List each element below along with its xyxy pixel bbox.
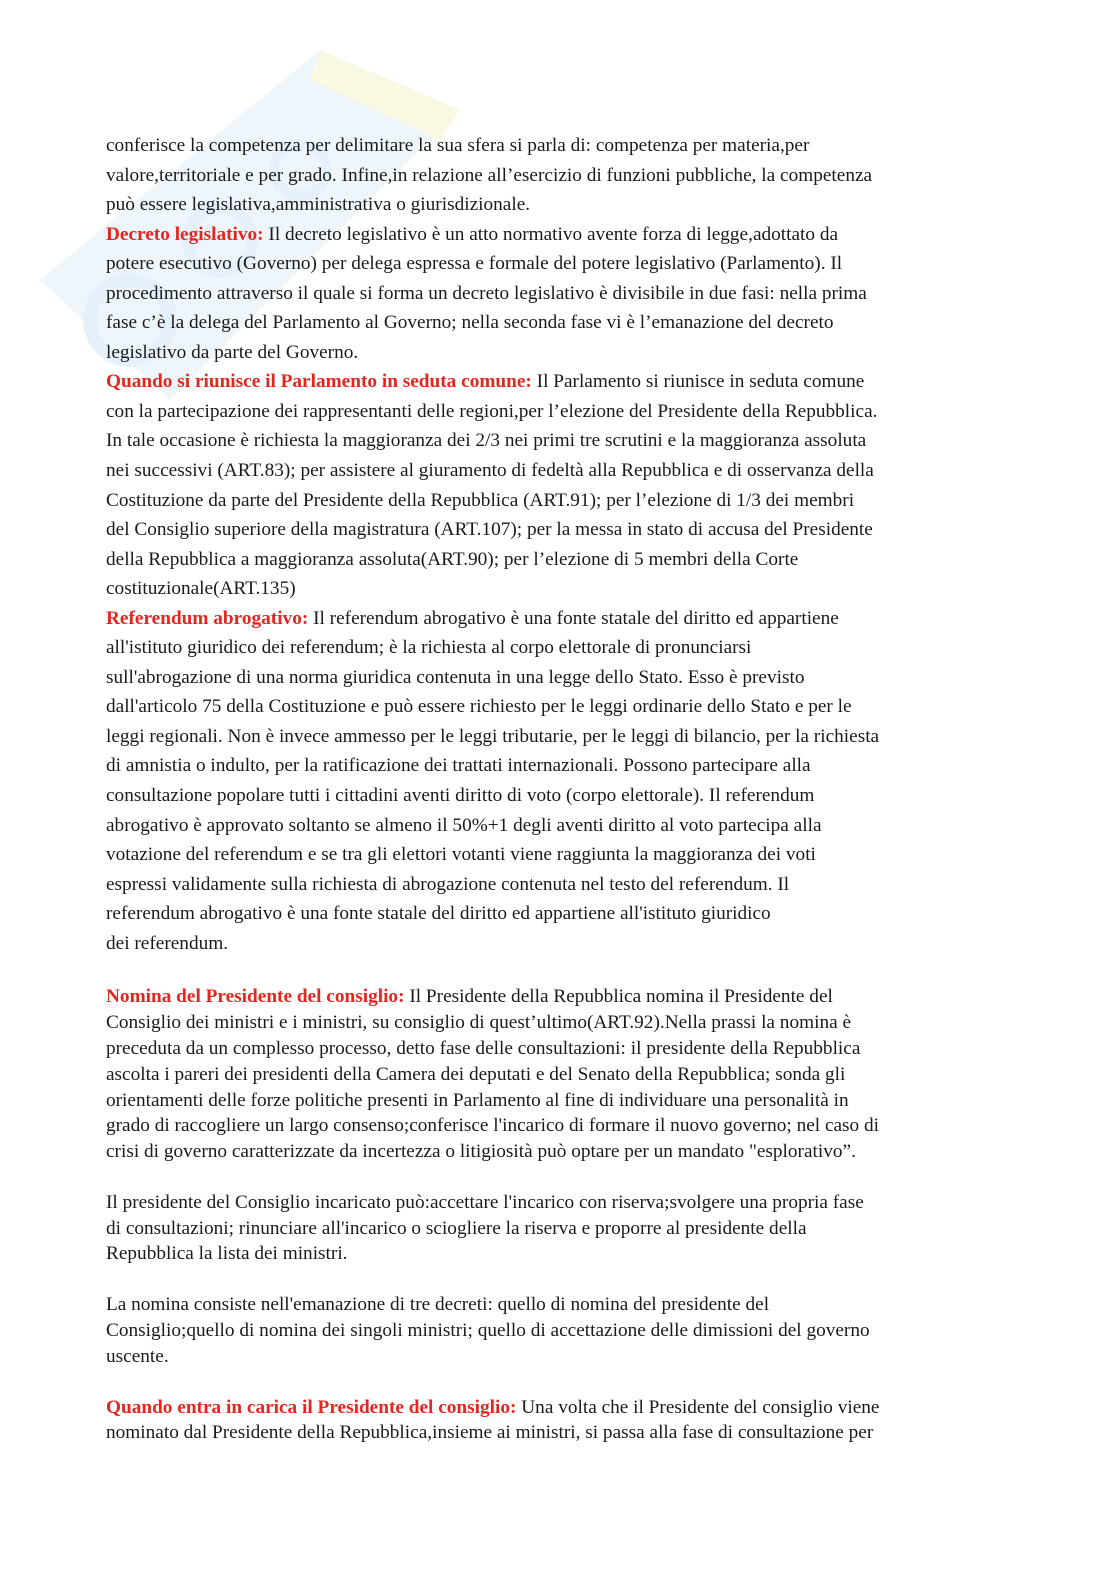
line: Consiglio;quello di nomina dei singoli ministri; quello di accettazione delle dimissioni del governo — [106, 1320, 870, 1342]
line: costituzionale(ART.135) — [106, 578, 296, 600]
line: della Repubblica a maggioranza assoluta(ART.90); per l’elezione di 5 membri della Corte — [106, 548, 799, 570]
line: fase c’è la delega del Parlamento al Governo; nella seconda fase vi è l’emanazione del decreto — [106, 312, 834, 334]
line: all'istituto giuridico dei referendum; è la richiesta al corpo elettorale di pronunciarsi — [106, 637, 752, 659]
paragraph-entrata-in-carica — [106, 1395, 1011, 1447]
paragraph-presidente-incaricato — [106, 1190, 1011, 1267]
paragraph-decreti-nomina — [106, 1292, 1011, 1369]
line: procedimento attraverso il quale si forma un decreto legislativo è divisibile in due fasi: nella prima — [106, 282, 867, 304]
line: con la partecipazione dei rappresentanti delle regioni,per l’elezione del Presidente della Repubblica. — [106, 400, 878, 422]
line: grado di raccogliere un largo consenso;conferisce l'incarico di formare il nuovo governo; nel caso di — [106, 1115, 880, 1137]
line: dei referendum. — [106, 932, 229, 954]
text-block-bottom — [106, 984, 1011, 1446]
paragraph-competenza — [106, 131, 1011, 220]
line: ascolta i pareri dei presidenti della Camera dei deputati e del Senato della Repubblica; sonda gli — [106, 1063, 846, 1085]
line: In tale occasione è richiesta la maggioranza dei 2/3 nei primi tre scrutini e la maggioranza assoluta — [106, 430, 867, 452]
line: Il presidente del Consiglio incaricato può:accettare l'incarico con riserva;svolgere una propria fase — [106, 1191, 864, 1213]
line: votazione del referendum e se tra gli elettori votanti viene raggiunta la maggioranza dei voti — [106, 844, 816, 866]
paragraph-referendum — [106, 604, 1011, 959]
line: legislativo da parte del Governo. — [106, 341, 359, 363]
paragraph-seduta-comune — [106, 367, 1011, 603]
line: Il Parlamento si riunisce in seduta comune — [531, 371, 865, 393]
paragraph-nomina-presidente — [106, 984, 1011, 1165]
line: valore,territoriale e per grado. Infine,in relazione all’esercizio di funzioni pubbliche, la competenza — [106, 164, 873, 186]
line: Il referendum abrogativo è una fonte statale del diritto ed appartiene — [308, 607, 839, 629]
line: crisi di governo caratterizzate da incertezza o litigiosità può optare per un mandato "esplorativo”. — [106, 1141, 856, 1163]
line: consultazione popolare tutti i cittadini aventi diritto di voto (corpo elettorale). Il referendum — [106, 785, 815, 807]
line: La nomina consiste nell'emanazione di tre decreti: quello di nomina del presidente del — [106, 1294, 770, 1316]
paragraph-decreto-legislativo — [106, 220, 1011, 368]
line: Costituzione da parte del Presidente della Repubblica (ART.91); per l’elezione di 1/3 dei membri — [106, 489, 855, 511]
line: espressi validamente sulla richiesta di abrogazione contenuta nel testo del referendum. Il — [106, 873, 790, 895]
line: abrogativo è approvato soltanto se almeno il 50%+1 degli aventi diritto al voto partecipa alla — [106, 814, 822, 836]
line: Il Presidente della Repubblica nomina il Presidente del — [404, 986, 833, 1008]
term-heading: Decreto legislativo: — [106, 223, 264, 245]
term-heading: Quando si riunisce il Parlamento in seduta comune: — [106, 371, 532, 393]
line: nominato dal Presidente della Repubblica,insieme ai ministri, si passa alla fase di consultazione per — [106, 1422, 874, 1444]
document-page — [106, 131, 1011, 1446]
line: Consiglio dei ministri e i ministri, su consiglio di quest’ultimo(ART.92).Nella prassi la nomina è — [106, 1012, 852, 1034]
line: può essere legislativa,amministrativa o giurisdizionale. — [106, 194, 531, 216]
line: conferisce la competenza per delimitare la sua sfera si parla di: competenza per materia,per — [106, 135, 810, 156]
line: Il decreto legislativo è un atto normativo avente forza di legge,adottato da — [263, 223, 839, 245]
line: orientamenti delle forze politiche presenti in Parlamento al fine di individuare una personalità in — [106, 1089, 849, 1111]
line: del Consiglio superiore della magistratura (ART.107); per la messa in stato di accusa del Presidente — [106, 519, 873, 541]
line: dall'articolo 75 della Costituzione e può essere richiesto per le leggi ordinarie dello Stato e per le — [106, 696, 852, 718]
line: Una volta che il Presidente del consiglio viene — [516, 1396, 880, 1418]
text-block-top — [106, 131, 1011, 958]
term-heading: Referendum abrogativo: — [106, 607, 309, 629]
term-heading: Quando entra in carica il Presidente del consiglio: — [106, 1396, 517, 1418]
line: leggi regionali. Non è invece ammesso per le leggi tributarie, per le leggi di bilancio, per la richiesta — [106, 725, 880, 747]
line: preceduta da un complesso processo, detto fase delle consultazioni: il presidente della Repubblica — [106, 1037, 861, 1059]
line: di consultazioni; rinunciare all'incarico o sciogliere la riserva e proporre al presidente della — [106, 1217, 807, 1239]
term-heading: Nomina del Presidente del consiglio: — [106, 986, 405, 1008]
line: nei successivi (ART.83); per assistere al giuramento di fedeltà alla Repubblica e di osservanza della — [106, 460, 874, 482]
line: referendum abrogativo è una fonte statale del diritto ed appartiene all'istituto giuridico — [106, 903, 771, 925]
line: di amnistia o indulto, per la ratificazione dei trattati internazionali. Possono partecipare alla — [106, 755, 811, 777]
line: potere esecutivo (Governo) per delega espressa e formale del potere legislativo (Parlamento). Il — [106, 253, 843, 275]
line: sull'abrogazione di una norma giuridica contenuta in una legge dello Stato. Esso è previsto — [106, 666, 805, 688]
line: Repubblica la lista dei ministri. — [106, 1243, 348, 1265]
line: uscente. — [106, 1345, 169, 1367]
